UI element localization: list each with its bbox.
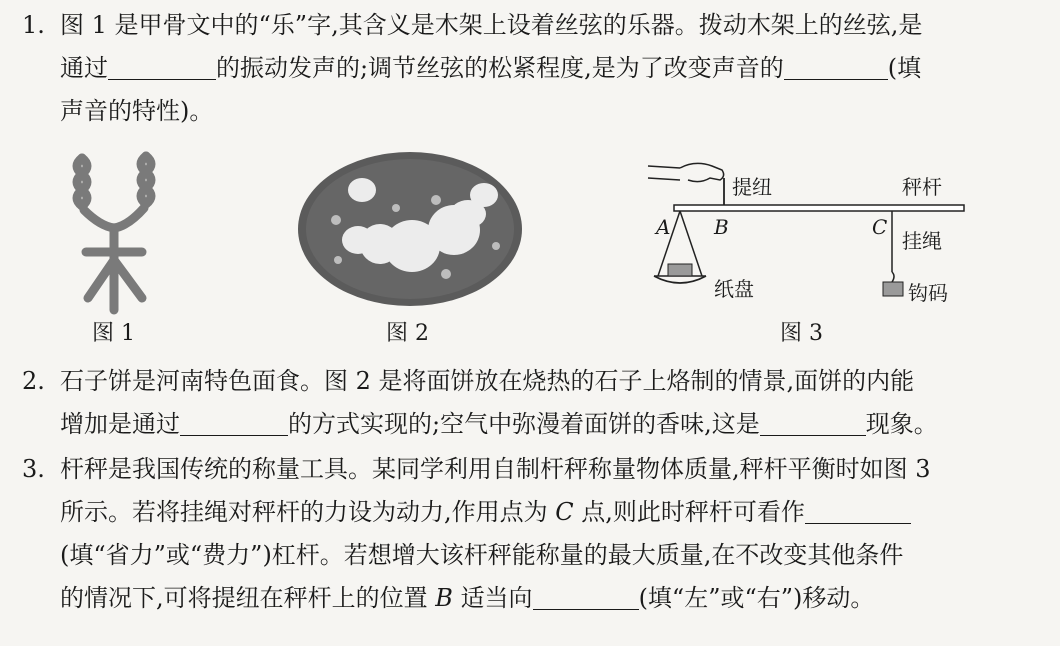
figure-3-caption: 图 3 [780,321,823,346]
question-text-line: 的情况下,可将提纽在秤杆上的位置 B 适当向 (填“左”或“右”)移动。 [60,584,875,612]
figure-1-caption: 图 1 [92,321,135,346]
label-chenggan: 秤杆 [902,175,942,199]
question-number: 1. [22,11,45,39]
answer-blank[interactable] [784,53,888,80]
answer-blank[interactable] [108,53,216,80]
question-text-line: 石子饼是河南特色面食。图 2 是将面饼放在烧热的石子上烙制的情景,面饼的内能 [60,367,915,395]
figure-2-stone-cake-photo [296,150,524,308]
question-text-line: (填“省力”或“费力”)杠杆。若想增大该杆秤能称量的最大质量,在不改变其他条件 [60,541,904,569]
question-text-line: 通过 的振动发声的;调节丝弦的松紧程度,是为了改变声音的 (填 [60,54,922,82]
label-guasheng: 挂绳 [902,229,942,253]
answer-blank[interactable] [760,409,866,436]
label-gouma: 钩码 [908,281,948,305]
label-point-a: A [656,215,671,239]
answer-blank[interactable] [805,497,911,524]
figure-2-caption: 图 2 [386,321,429,346]
label-point-c: C [872,215,888,239]
label-point-b: B [714,215,729,239]
label-zhipan: 纸盘 [714,277,754,301]
question-text-line: 声音的特性)。 [60,97,214,125]
question-number: 2. [22,367,45,395]
question-text-line: 图 1 是甲骨文中的“乐”字,其含义是木架上设着丝弦的乐器。拨动木架上的丝弦,是 [60,11,923,39]
question-number: 3. [22,455,45,483]
figure-3-steelyard-diagram [640,148,980,313]
label-tiniu: 提纽 [732,175,772,199]
question-text-line: 增加是通过 的方式实现的;空气中弥漫着面饼的香味,这是 现象。 [60,410,938,438]
answer-blank[interactable] [533,583,639,610]
question-text-line: 所示。若将挂绳对秤杆的力设为动力,作用点为 C 点,则此时秤杆可看作 [60,491,911,533]
question-text-line: 杆秤是我国传统的称量工具。某同学利用自制杆秤称量物体质量,秤杆平衡时如图 3 [60,455,931,483]
figure-1-oracle-character [60,148,170,318]
answer-blank[interactable] [180,409,288,436]
